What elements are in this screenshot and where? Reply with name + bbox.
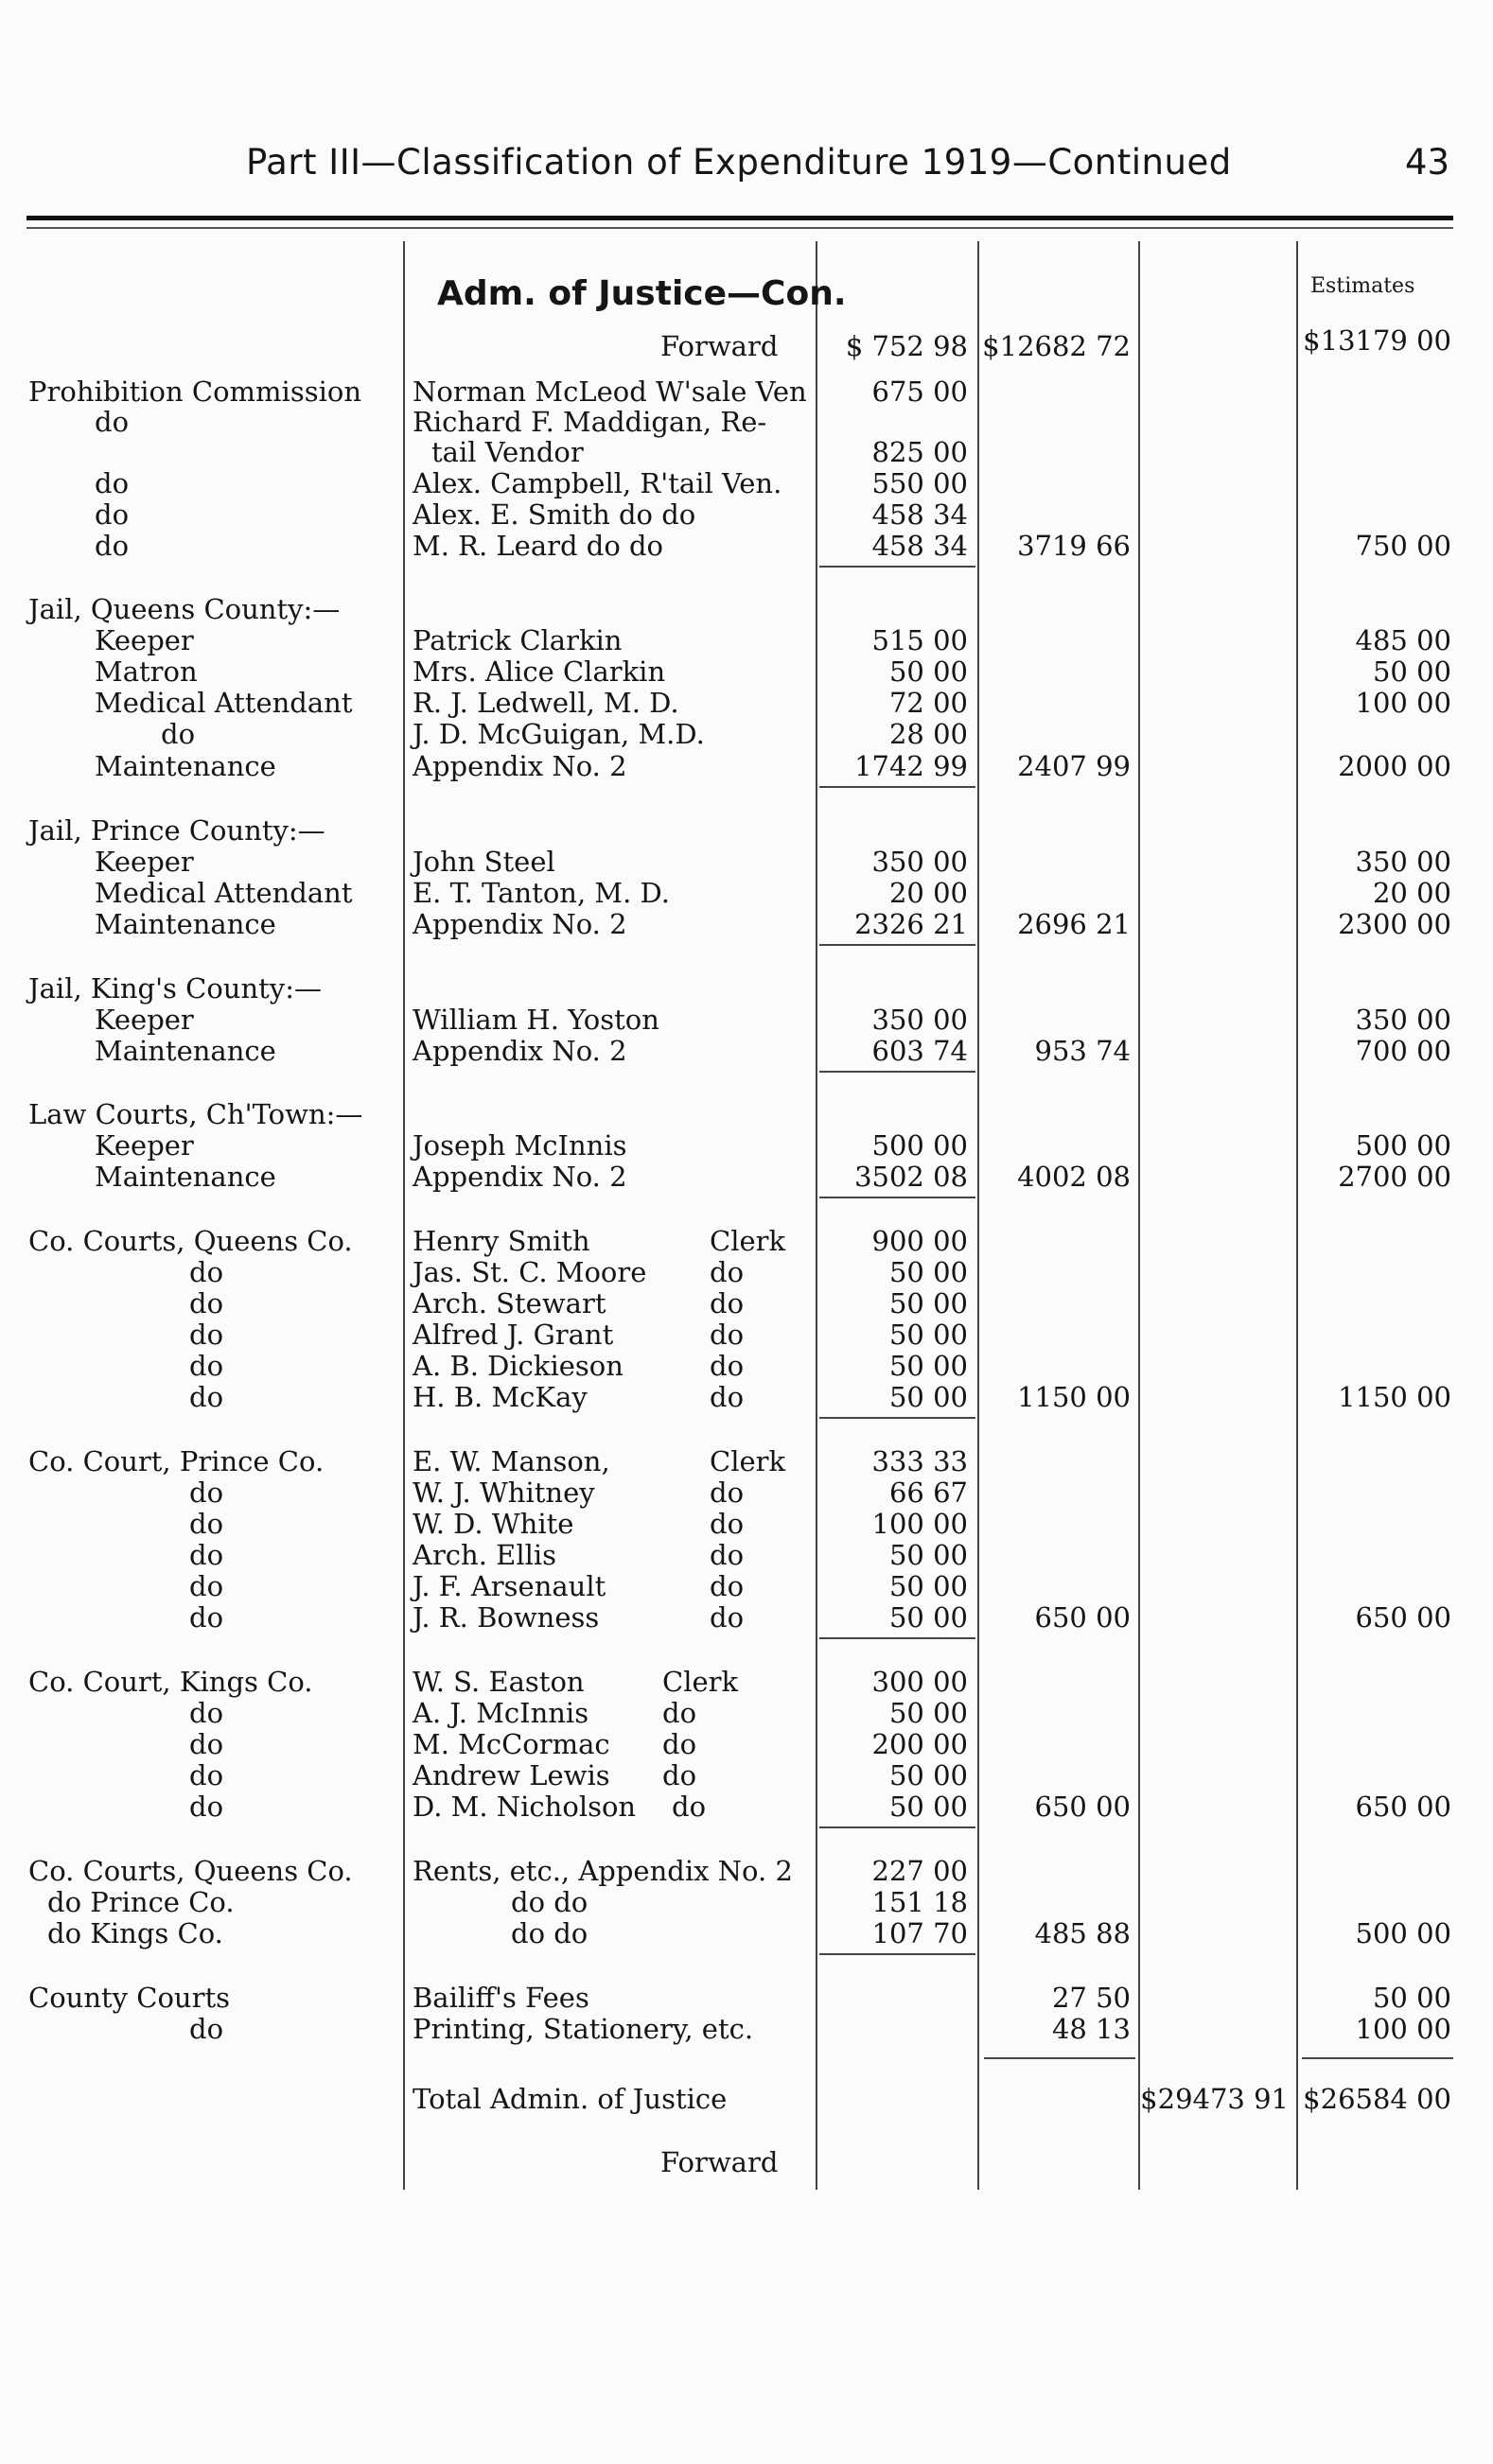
forward-amount-col2: $12682 72	[982, 330, 1131, 362]
row-clerk: Clerk	[710, 1445, 786, 1477]
row-amount-col1: 675 00	[871, 376, 968, 408]
row-description: Prohibition Commission	[28, 376, 362, 408]
row-amount-col1: 350 00	[871, 1004, 968, 1036]
row-amount-col1: 66 67	[888, 1477, 968, 1509]
row-amount-col1: 50 00	[888, 1570, 968, 1602]
row-payee: Arch. Ellis	[413, 1539, 557, 1571]
estimates-column-header: Estimates	[1310, 274, 1415, 298]
row-amount-col1: 550 00	[871, 467, 968, 499]
row-amount-col1: 50 00	[888, 1539, 968, 1571]
row-payee: H. B. McKay	[413, 1381, 588, 1413]
row-amount-col2: 2696 21	[1017, 908, 1131, 940]
row-amount-col1: 900 00	[871, 1225, 968, 1257]
row-payee: Norman McLeod W'sale Ven	[413, 376, 807, 408]
row-amount-col1: 50 00	[888, 1287, 968, 1319]
row-payee: Appendix No. 2	[413, 750, 627, 782]
forward-amount-col1: $ 752 98	[845, 330, 968, 362]
row-amount-col1: 50 00	[888, 1759, 968, 1791]
row-amount-col1: 2326 21	[854, 908, 968, 940]
row-amount-estimates: 50 00	[1372, 655, 1451, 688]
row-amount-col1: 50 00	[888, 1791, 968, 1823]
row-amount-estimates: 700 00	[1355, 1035, 1451, 1067]
subtotal-rule	[1302, 2057, 1453, 2059]
row-amount-estimates: 750 00	[1355, 530, 1451, 562]
row-amount-col1: 227 00	[871, 1855, 968, 1887]
row-amount-estimates: 650 00	[1355, 1791, 1451, 1823]
row-amount-col1: 333 33	[871, 1445, 968, 1477]
row-description: Jail, King's County:—	[28, 972, 322, 1005]
row-amount-col2: 1150 00	[1017, 1381, 1131, 1413]
row-payee: Appendix No. 2	[413, 1161, 627, 1193]
row-clerk: Clerk	[662, 1666, 739, 1698]
row-description: Co. Court, Kings Co.	[28, 1666, 313, 1698]
row-clerk: do	[710, 1539, 745, 1571]
row-clerk: do	[662, 1697, 697, 1729]
row-payee: J. F. Arsenault	[413, 1570, 606, 1602]
row-amount-estimates: 2700 00	[1338, 1161, 1451, 1193]
column-rule	[1296, 241, 1298, 2190]
row-amount-col1: 350 00	[871, 846, 968, 878]
total-amount-col3: $29473 91	[1140, 2083, 1289, 2115]
row-payee: Joseph McInnis	[413, 1129, 627, 1162]
row-description: Maintenance	[95, 1035, 276, 1067]
row-clerk: do	[710, 1256, 745, 1288]
row-payee: do do	[511, 1917, 588, 1949]
row-payee: Alex. E. Smith do do	[413, 498, 696, 531]
row-payee: Alfred J. Grant	[413, 1319, 614, 1351]
column-rule	[816, 241, 817, 2190]
row-amount-col1: 107 70	[871, 1917, 968, 1949]
row-payee: E. T. Tanton, M. D.	[413, 877, 670, 909]
group-rule	[819, 1071, 975, 1073]
row-clerk: Clerk	[710, 1225, 786, 1257]
row-clerk: do	[710, 1319, 745, 1351]
row-payee: E. W. Manson,	[413, 1445, 610, 1477]
row-amount-col1: 50 00	[888, 1697, 968, 1729]
row-description: Matron	[95, 655, 198, 688]
row-amount-col1: 20 00	[888, 877, 968, 909]
row-description: do	[95, 406, 130, 438]
row-description: County Courts	[28, 1982, 230, 2014]
row-description: Maintenance	[95, 750, 276, 782]
row-payee: R. J. Ledwell, M. D.	[413, 687, 679, 719]
row-payee: William H. Yoston	[413, 1004, 659, 1036]
row-amount-col1: 3502 08	[854, 1161, 968, 1193]
forward-bottom-label: Forward	[660, 2146, 779, 2178]
row-payee: Alex. Campbell, R'tail Ven.	[413, 467, 782, 499]
row-payee: Andrew Lewis	[413, 1759, 610, 1791]
row-description: Keeper	[95, 1004, 194, 1036]
group-rule	[819, 566, 975, 568]
row-description: Maintenance	[95, 1161, 276, 1193]
row-description: do	[95, 498, 130, 531]
row-payee: A. J. McInnis	[413, 1697, 589, 1729]
header-rule-thick	[26, 216, 1453, 220]
row-amount-estimates: 100 00	[1355, 2013, 1451, 2045]
row-description: do	[95, 530, 130, 562]
row-amount-col1: 100 00	[871, 1508, 968, 1540]
row-payee: Patrick Clarkin	[413, 624, 623, 656]
row-amount-col1: 1742 99	[854, 750, 968, 782]
row-description: do	[189, 1319, 224, 1351]
row-description: do	[189, 1539, 224, 1571]
row-amount-col2: 27 50	[1051, 1982, 1131, 2014]
row-description: Jail, Queens County:—	[28, 593, 341, 625]
row-amount-estimates: 650 00	[1355, 1601, 1451, 1634]
row-description: Co. Courts, Queens Co.	[28, 1855, 353, 1887]
row-amount-estimates: 500 00	[1355, 1129, 1451, 1162]
row-description: Keeper	[95, 1129, 194, 1162]
row-description: Keeper	[95, 846, 194, 878]
row-description: do	[161, 718, 196, 750]
row-description: do	[189, 1287, 224, 1319]
row-payee: Mrs. Alice Clarkin	[413, 655, 666, 688]
row-amount-col1: 50 00	[888, 1381, 968, 1413]
row-amount-col2: 485 88	[1034, 1917, 1131, 1949]
row-amount-col2: 2407 99	[1017, 750, 1131, 782]
group-rule	[819, 1417, 975, 1419]
row-clerk: do	[710, 1601, 745, 1634]
row-amount-estimates: 50 00	[1372, 1982, 1451, 2014]
row-clerk: do	[672, 1791, 707, 1823]
row-payee: Rents, etc., Appendix No. 2	[413, 1855, 793, 1887]
row-description: Co. Courts, Queens Co.	[28, 1225, 353, 1257]
row-clerk: do	[710, 1381, 745, 1413]
row-payee: Arch. Stewart	[413, 1287, 606, 1319]
row-amount-col1: 515 00	[871, 624, 968, 656]
row-payee: W. S. Easton	[413, 1666, 585, 1698]
row-amount-col1: 151 18	[871, 1886, 968, 1918]
row-description: do	[189, 1791, 224, 1823]
row-payee: Richard F. Maddigan, Re-	[413, 406, 767, 438]
total-label: Total Admin. of Justice	[413, 2083, 728, 2115]
row-description: do	[189, 1759, 224, 1791]
row-amount-estimates: 485 00	[1355, 624, 1451, 656]
column-rule	[977, 241, 979, 2190]
row-description: Jail, Prince County:—	[28, 814, 325, 847]
group-rule	[819, 1637, 975, 1639]
row-description: do	[189, 1350, 224, 1382]
row-description: do Prince Co.	[47, 1886, 235, 1918]
row-clerk: do	[710, 1287, 745, 1319]
row-payee: W. D. White	[413, 1508, 574, 1540]
row-amount-estimates: 350 00	[1355, 1004, 1451, 1036]
row-amount-col1: 458 34	[871, 530, 968, 562]
section-title: Adm. of Justice—Con.	[437, 274, 847, 313]
row-amount-col2: 953 74	[1034, 1035, 1131, 1067]
row-amount-col2: 48 13	[1051, 2013, 1131, 2045]
row-description: Maintenance	[95, 908, 276, 940]
row-amount-col2: 3719 66	[1017, 530, 1131, 562]
row-clerk: do	[710, 1570, 745, 1602]
row-amount-estimates: 350 00	[1355, 846, 1451, 878]
row-amount-col2: 650 00	[1034, 1601, 1131, 1634]
page-number: 43	[1405, 142, 1450, 183]
total-amount-estimates: $26584 00	[1303, 2083, 1451, 2115]
row-payee: M. R. Leard do do	[413, 530, 664, 562]
row-payee: do do	[511, 1886, 588, 1918]
row-payee: J. R. Bowness	[413, 1601, 600, 1634]
row-description: do	[189, 1256, 224, 1288]
row-clerk: do	[710, 1477, 745, 1509]
header-rule-thin	[26, 227, 1453, 229]
row-clerk: do	[662, 1728, 697, 1760]
row-amount-col1: 72 00	[888, 687, 968, 719]
row-amount-estimates: 20 00	[1372, 877, 1451, 909]
row-amount-col1: 50 00	[888, 655, 968, 688]
row-description: do	[189, 1601, 224, 1634]
row-description: do	[189, 1508, 224, 1540]
row-payee: D. M. Nicholson	[413, 1791, 637, 1823]
page-header-title: Part III—Classification of Expenditure 1919—Continued	[246, 142, 1232, 183]
row-description: Medical Attendant	[95, 877, 353, 909]
row-payee: tail Vendor	[431, 436, 584, 468]
row-payee: Printing, Stationery, etc.	[413, 2013, 754, 2045]
row-description: Co. Court, Prince Co.	[28, 1445, 325, 1477]
group-rule	[819, 944, 975, 946]
row-amount-col1: 50 00	[888, 1350, 968, 1382]
row-amount-estimates: 500 00	[1355, 1917, 1451, 1949]
row-description: Law Courts, Ch'Town:—	[28, 1098, 363, 1130]
group-rule	[819, 1826, 975, 1828]
row-amount-col1: 50 00	[888, 1256, 968, 1288]
row-amount-estimates: 2000 00	[1338, 750, 1451, 782]
subtotal-rule	[984, 2057, 1135, 2059]
row-description: do	[189, 1477, 224, 1509]
row-amount-col1: 50 00	[888, 1319, 968, 1351]
row-clerk: do	[710, 1350, 745, 1382]
row-payee: Henry Smith	[413, 1225, 590, 1257]
row-payee: A. B. Dickieson	[413, 1350, 624, 1382]
row-payee: M. McCormac	[413, 1728, 610, 1760]
group-rule	[819, 786, 975, 788]
row-description: Medical Attendant	[95, 687, 353, 719]
row-payee: Appendix No. 2	[413, 1035, 627, 1067]
row-amount-col1: 458 34	[871, 498, 968, 531]
row-description: do	[189, 1381, 224, 1413]
forward-label: Forward	[660, 330, 779, 362]
row-payee: J. D. McGuigan, M.D.	[413, 718, 705, 750]
row-clerk: do	[710, 1508, 745, 1540]
row-description: do Kings Co.	[47, 1917, 223, 1949]
row-amount-estimates: 100 00	[1355, 687, 1451, 719]
row-amount-col2: 4002 08	[1017, 1161, 1131, 1193]
row-description: Keeper	[95, 624, 194, 656]
column-rule	[403, 241, 405, 2190]
row-description: do	[189, 2013, 224, 2045]
row-amount-col1: 50 00	[888, 1601, 968, 1634]
row-payee: W. J. Whitney	[413, 1477, 595, 1509]
row-clerk: do	[662, 1759, 697, 1791]
row-description: do	[189, 1570, 224, 1602]
forward-amount-estimates: $13179 00	[1303, 324, 1451, 357]
row-payee: Bailiff's Fees	[413, 1982, 589, 2014]
row-amount-col1: 603 74	[871, 1035, 968, 1067]
row-amount-col1: 300 00	[871, 1666, 968, 1698]
row-description: do	[189, 1697, 224, 1729]
column-rule	[1138, 241, 1140, 2190]
row-payee: Jas. St. C. Moore	[413, 1256, 647, 1288]
row-amount-col1: 500 00	[871, 1129, 968, 1162]
group-rule	[819, 1197, 975, 1198]
group-rule	[819, 1953, 975, 1955]
row-description: do	[95, 467, 130, 499]
row-amount-col1: 28 00	[888, 718, 968, 750]
row-description: do	[189, 1728, 224, 1760]
row-amount-estimates: 1150 00	[1338, 1381, 1451, 1413]
row-amount-estimates: 2300 00	[1338, 908, 1451, 940]
row-amount-col1: 200 00	[871, 1728, 968, 1760]
row-amount-col2: 650 00	[1034, 1791, 1131, 1823]
row-payee: Appendix No. 2	[413, 908, 627, 940]
row-amount-col1: 825 00	[871, 436, 968, 468]
row-payee: John Steel	[413, 846, 555, 878]
